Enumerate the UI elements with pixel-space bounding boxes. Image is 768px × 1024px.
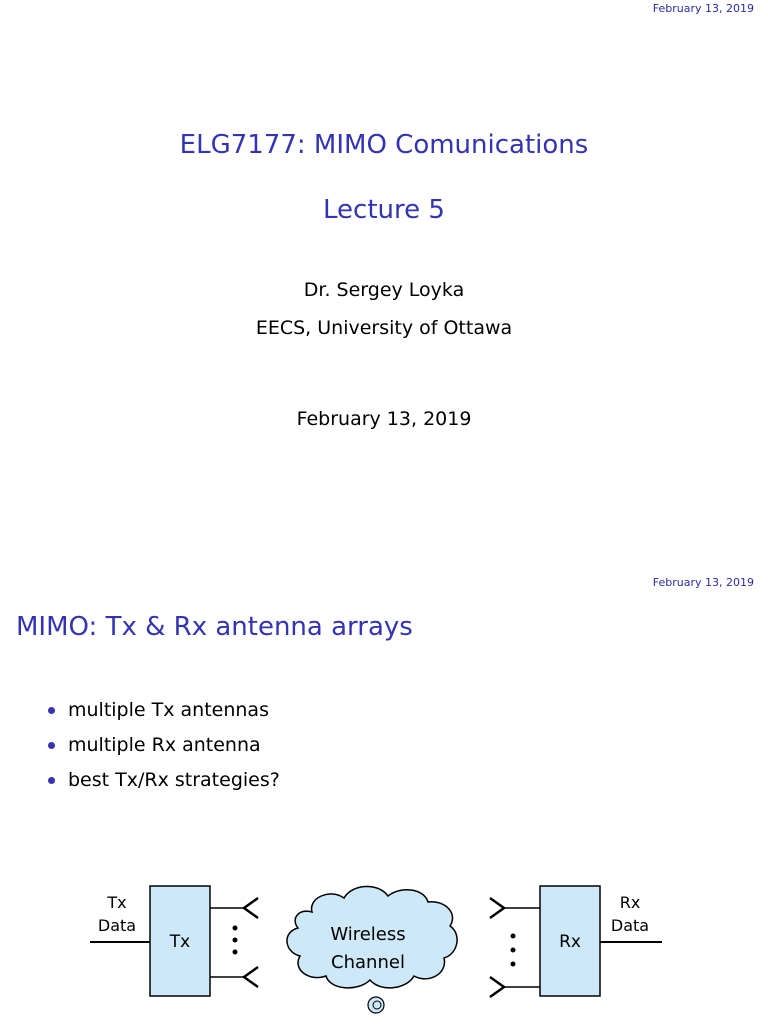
rx-ellipsis-dot <box>511 948 516 953</box>
tx-block-label: Tx <box>169 932 191 952</box>
tx-ellipsis-dot <box>233 926 238 931</box>
rx-antenna-top <box>490 898 504 918</box>
tx-ellipsis-dot <box>233 938 238 943</box>
presentation-title: ELG7177: MIMO Comunications <box>179 130 589 160</box>
lecture-number: Lecture 5 <box>323 195 445 225</box>
channel-label-line1: Wireless <box>330 924 406 945</box>
bullet-dot <box>48 742 55 749</box>
bullet-dot <box>48 777 55 784</box>
bullet-dot <box>48 707 55 714</box>
header-date: February 13, 2019 <box>652 2 754 15</box>
bullet-list <box>46 698 280 803</box>
frame-title: MIMO: Tx & Rx antenna arrays <box>16 612 413 642</box>
tx-antenna-top <box>244 898 258 918</box>
tx-ellipsis-dot <box>233 950 238 955</box>
bullet-text: multiple Tx antennas <box>68 699 269 721</box>
tx-input-label-line1: Tx <box>107 893 127 912</box>
mimo-system-diagram <box>0 874 768 1024</box>
institution: EECS, University of Ottawa <box>255 317 513 339</box>
rx-antenna-bottom <box>490 977 504 997</box>
rx-output-label-line1: Rx <box>619 893 641 912</box>
cloud-bubble <box>368 997 384 1013</box>
tx-input-label-line2: Data <box>97 916 137 935</box>
author-name: Dr. Sergey Loyka <box>303 279 465 301</box>
tx-antenna-bottom <box>244 967 258 987</box>
list-item <box>46 698 280 733</box>
header-date: February 13, 2019 <box>652 576 754 589</box>
rx-block-label: Rx <box>559 932 581 952</box>
presentation-date: February 13, 2019 <box>296 408 472 430</box>
rx-output-label-line2: Data <box>610 916 650 935</box>
footer <box>0 47 768 61</box>
rx-ellipsis-dot <box>511 934 516 939</box>
channel-label-line2: Channel <box>331 952 405 973</box>
rx-ellipsis-dot <box>511 962 516 967</box>
content-slide <box>0 512 768 1024</box>
bullet-text: best Tx/Rx strategies? <box>68 769 280 791</box>
list-item <box>46 733 280 768</box>
bullet-text: multiple Rx antenna <box>68 734 261 756</box>
list-item <box>46 768 280 803</box>
